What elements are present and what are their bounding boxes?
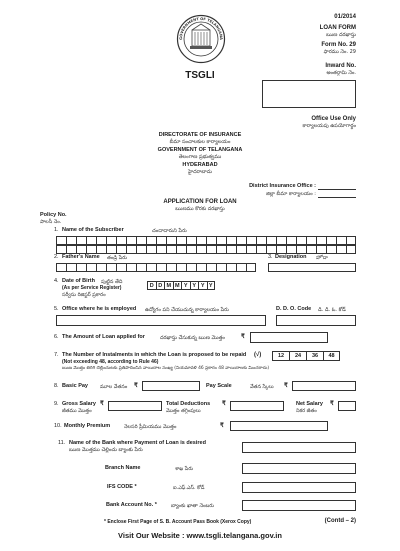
field-number: 7. [54,352,59,358]
character-cell[interactable] [216,236,226,245]
basic-pay-label: Basic Pay [62,383,88,389]
loan-form-title-te: ఋణ దరఖాస్తు [326,32,356,38]
character-cell[interactable] [76,263,86,272]
character-cell[interactable] [186,236,196,245]
character-cell[interactable] [226,263,236,272]
character-cell[interactable] [106,245,116,254]
character-cell[interactable] [176,236,186,245]
character-cell[interactable] [196,263,206,272]
policy-number-label: Policy No. [40,212,67,218]
branch-name-label: Branch Name [105,465,141,471]
character-cell[interactable] [316,245,326,254]
gross-salary-label: Gross Salary [62,401,96,407]
character-cell[interactable] [116,236,126,245]
rupee-symbol: ₹ [222,401,226,407]
subscriber-name-label-te: చందాదారుని పేరు [152,228,187,234]
character-cell[interactable] [96,245,106,254]
character-cell[interactable] [106,263,116,272]
character-cell[interactable] [156,236,166,245]
dob-cell[interactable]: D [147,281,156,290]
character-cell[interactable] [96,263,106,272]
brand-logo-text: TSGLI [185,70,215,81]
basic-pay-label-te: మూల వేతనం [100,384,128,390]
character-cell[interactable] [86,236,96,245]
character-cell[interactable] [216,263,226,272]
net-salary-label: Net Salary [296,401,323,407]
character-cell[interactable] [296,236,306,245]
field-number: 9. [54,401,59,407]
district-office-field-te[interactable] [318,191,356,198]
branch-name-label-te: శాఖ పేరు [175,466,194,472]
ifs-code-label-te: ఐ.ఎఫ్.ఎస్. కోడ్ [173,485,205,491]
character-cell[interactable] [326,236,336,245]
passbook-note: * Enclose First Page of S. B. Account Pass Book (Xerox Copy) [104,519,252,525]
office-use-label: Office Use Only [311,116,356,122]
character-cell[interactable] [126,263,136,272]
father-name-label-te: తండ్రి పేరు [107,255,127,261]
character-cell[interactable] [346,236,356,245]
bank-name-label-te: ఋణ మొత్తము చెల్లించు బ్యాంకు పేరు [69,447,143,453]
character-cell[interactable] [156,263,166,272]
website-link[interactable]: Visit Our Website : www.tsgli.telangana.gov.in [118,531,282,540]
dob-cell[interactable]: M [164,281,173,290]
character-cell[interactable] [136,236,146,245]
character-cell[interactable] [346,245,356,254]
character-cell[interactable] [146,236,156,245]
dob-cells[interactable] [147,281,215,290]
pay-scale-input[interactable] [292,381,356,391]
character-cell[interactable] [286,245,296,254]
subscriber-name-cells-row2[interactable] [56,245,356,254]
character-cell[interactable] [256,236,266,245]
district-office-label-te: జిల్లా బీమా కార్యాలయం : [266,191,316,197]
character-cell[interactable] [266,245,276,254]
continued-marker: (Contd – 2) [324,518,356,524]
subscriber-name-label: Name of the Subscriber [62,227,124,233]
loan-amount-label-te: దరఖాస్తు చేసుకున్న ఋణ మొత్తం [160,335,225,341]
character-cell[interactable] [306,245,316,254]
character-cell[interactable] [126,245,136,254]
city-name-te: హైదరాబాదు [187,169,212,175]
ifs-code-label: IFS CODE * [107,484,137,490]
branch-name-input[interactable] [242,463,356,474]
character-cell[interactable] [226,236,236,245]
instalment-option[interactable]: 36 [306,351,323,361]
policy-number-label-te: పాలసీ నెం. [40,219,62,225]
field-number: 10. [54,423,62,429]
field-number: 8. [54,383,59,389]
character-cell[interactable] [56,245,66,254]
field-number: 6. [54,334,59,340]
monthly-premium-input[interactable] [230,421,328,431]
character-cell[interactable] [166,245,176,254]
office-employed-label-te: ఉద్యోగం పని చేయుచున్న కార్యాలయం పేరు [145,307,229,313]
gross-salary-input[interactable] [108,401,162,411]
designation-input[interactable] [268,263,356,272]
character-cell[interactable] [186,245,196,254]
rupee-symbol: ₹ [100,401,104,407]
character-cell[interactable] [246,263,256,272]
character-cell[interactable] [156,245,166,254]
character-cell[interactable] [126,236,136,245]
character-cell[interactable] [66,245,76,254]
dob-sublabel: (As per Service Register) [62,285,122,291]
character-cell[interactable] [176,263,186,272]
character-cell[interactable] [206,245,216,254]
character-cell[interactable] [236,236,246,245]
character-cell[interactable] [176,245,186,254]
father-name-cells[interactable] [56,263,256,272]
character-cell[interactable] [116,263,126,272]
character-cell[interactable] [66,263,76,272]
form-code: 01/2014 [334,14,356,20]
character-cell[interactable] [226,245,236,254]
instalments-label-te: ఋణ మొత్తం తిరిగి చెల్లించుటకు ప్రతిపాదించిన వాయిదాల సంఖ్య (నియమావళి 46 ప్రకారం 48 వాయిదాలకు మించరాదు) [62,366,270,371]
form-number: Form No. 29 [321,42,356,48]
inward-number-box[interactable] [262,80,356,108]
character-cell[interactable] [236,263,246,272]
character-cell[interactable] [256,245,266,254]
rupee-symbol: ₹ [330,401,334,407]
character-cell[interactable] [246,245,256,254]
character-cell[interactable] [266,236,276,245]
rupee-symbol: ₹ [241,334,245,340]
net-salary-label-te: నికర జీతం [296,408,317,414]
district-office-label: District Insurance Office : [249,183,316,189]
instalment-option[interactable]: 24 [289,351,306,361]
dob-cell[interactable]: Y [198,281,207,290]
pay-scale-label: Pay Scale [206,383,232,389]
character-cell[interactable] [186,263,196,272]
character-cell[interactable] [236,245,246,254]
character-cell[interactable] [316,236,326,245]
dob-label: Date of Birth [62,278,95,284]
character-cell[interactable] [296,245,306,254]
monthly-premium-label: Monthly Premium [64,423,111,429]
character-cell[interactable] [216,245,226,254]
bank-name-label: Name of the Bank where Payment of Loan is desired [69,440,206,446]
instalments-sublabel: (Not exceeding 48, according to Rule 46) [62,359,159,365]
instalment-option[interactable]: 48 [323,351,340,361]
character-cell[interactable] [86,245,96,254]
designation-label-te: హోదా [316,255,328,261]
office-employed-input[interactable] [56,315,266,326]
loan-form-title: LOAN FORM [319,25,356,31]
character-cell[interactable] [306,236,316,245]
application-title-te: ఋణము కొరకు దరఖాస్తు [175,206,225,212]
pay-scale-label-te: వేతన స్కేలు [250,384,274,390]
character-cell[interactable] [146,263,156,272]
character-cell[interactable] [196,236,206,245]
government-name-te: తెలంగాణ ప్రభుత్వము [178,154,222,160]
bank-account-label: Bank Account No. * [106,502,157,508]
rupee-symbol: ₹ [134,383,138,389]
dob-cell[interactable]: M [173,281,182,290]
character-cell[interactable] [336,236,346,245]
dob-cell[interactable]: Y [207,281,216,290]
rupee-symbol: ₹ [220,423,224,429]
directorate-name-te: బీమా సంచాలకుల కార్యాలయం [169,139,231,145]
net-salary-input[interactable] [338,401,356,411]
instalments-label: The Number of Instalments in which the Loan is proposed to be repaid [62,352,247,358]
basic-pay-input[interactable] [142,381,200,391]
field-number: 2. [54,254,59,260]
field-number: 11. [58,440,66,446]
city-name: HYDERABAD [182,162,218,168]
dob-cell[interactable]: Y [190,281,199,290]
dob-label-te: పుట్టిన తేది [101,279,123,285]
loan-amount-input[interactable] [250,332,328,343]
ddo-code-label-te: డి. డి. ఓ. కోడ్ [318,307,346,313]
character-cell[interactable] [76,236,86,245]
dob-cell[interactable]: D [156,281,165,290]
character-cell[interactable] [66,236,76,245]
ifs-code-input[interactable] [242,482,356,493]
character-cell[interactable] [166,263,176,272]
office-use-label-te: కార్యాలయపు ఉపయోగార్థం [302,123,356,129]
dob-cell[interactable]: Y [181,281,190,290]
loan-amount-label: The Amount of Loan applied for [62,334,145,340]
character-cell[interactable] [206,263,216,272]
father-name-label: Father's Name [62,254,100,260]
subscriber-name-cells[interactable] [56,236,356,245]
form-number-te: ఫారము నెం. 29 [323,49,356,55]
bank-account-input[interactable] [242,500,356,511]
instalment-option[interactable]: 12 [272,351,289,361]
instalment-options[interactable] [272,351,340,361]
total-deductions-label: Total Deductions [166,401,211,407]
character-cell[interactable] [56,263,66,272]
designation-label: Designation [275,254,307,260]
character-cell[interactable] [106,236,116,245]
field-number: 4. [54,278,59,284]
application-title: APPLICATION FOR LOAN [163,199,237,205]
total-deductions-input[interactable] [230,401,284,411]
character-cell[interactable] [96,236,106,245]
government-name: GOVERNMENT OF TELANGANA [157,147,243,153]
character-cell[interactable] [246,236,256,245]
character-cell[interactable] [116,245,126,254]
character-cell[interactable] [56,236,66,245]
field-number: 1. [54,227,59,233]
bank-account-label-te: బ్యాంకు ఖాతా నెంబరు [171,503,214,509]
bank-name-input[interactable] [242,442,356,453]
character-cell[interactable] [146,245,156,254]
field-number: 5. [54,306,59,312]
character-cell[interactable] [86,263,96,272]
monthly-premium-label-te: నెలసరి ప్రీమియము మొత్తం [124,424,177,430]
inward-number-label: Inward No. [325,63,356,69]
character-cell[interactable] [286,236,296,245]
character-cell[interactable] [136,245,146,254]
character-cell[interactable] [196,245,206,254]
character-cell[interactable] [276,236,286,245]
government-seal-icon [176,14,226,64]
ddo-code-label: D. D. O. Code [276,306,312,312]
inward-number-label-te: అంతర్గామి నెం. [326,70,356,76]
character-cell[interactable] [166,236,176,245]
office-employed-label: Office where he is employed [62,306,137,312]
total-deductions-label-te: మొత్తం తగ్గింపులు [166,408,201,414]
character-cell[interactable] [336,245,346,254]
character-cell[interactable] [76,245,86,254]
dob-sublabel-te: సర్వీసు రిజిస్టర్ ప్రకారం [62,292,106,298]
character-cell[interactable] [136,263,146,272]
tick-instruction: (√) [254,352,262,358]
field-number: 3. [268,254,273,260]
ddo-code-input[interactable] [276,315,356,326]
seal-text: GOVERNMENT OF TELANGANA [178,16,224,40]
rupee-symbol: ₹ [284,383,288,389]
district-office-field[interactable] [318,183,356,190]
character-cell[interactable] [206,236,216,245]
gross-salary-label-te: జీతము మొత్తం [62,408,92,414]
directorate-name: DIRECTORATE OF INSURANCE [158,132,242,138]
character-cell[interactable] [276,245,286,254]
character-cell[interactable] [326,245,336,254]
